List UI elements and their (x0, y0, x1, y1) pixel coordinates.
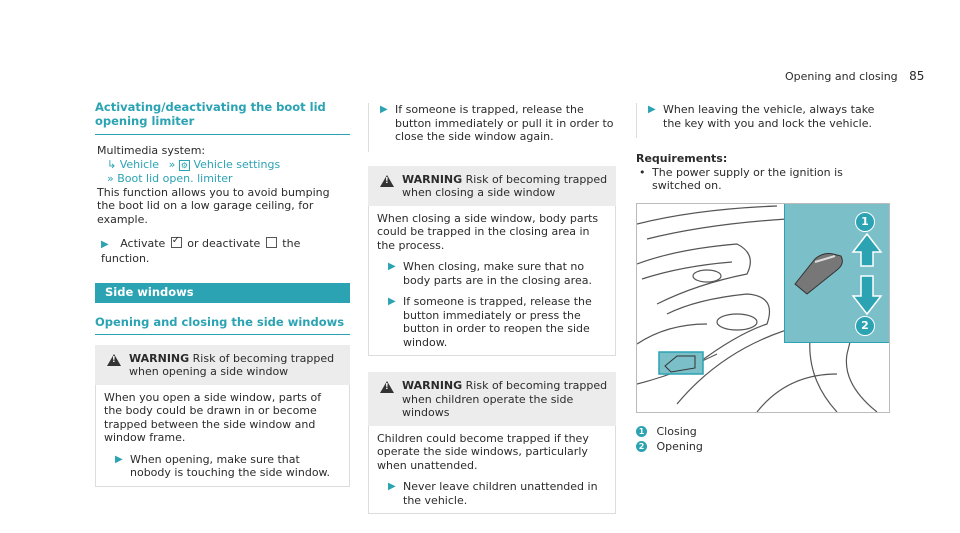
step-arrow-icon: ▶ (101, 239, 109, 250)
callout-2-icon: 2 (855, 316, 875, 336)
legend-item (636, 440, 891, 454)
legend-number-icon: 2 (636, 441, 647, 452)
warning-box-1 (95, 345, 350, 487)
warning-body (95, 385, 350, 486)
section-bar-side-windows: Side windows (95, 283, 350, 303)
double-chevron-icon: » (107, 172, 114, 185)
section-heading: Activating/deactivating the boot lid opening limiter (95, 100, 326, 128)
step-or-text: or deactivate (187, 237, 261, 250)
step-end-text: the function. (101, 237, 301, 265)
menu-intro: Multimedia system: (97, 144, 206, 157)
legend-label: Opening (656, 440, 703, 453)
menu-path-2 (97, 172, 350, 186)
switch-detail-inset (784, 204, 889, 343)
step-arrow-icon: ▶ (115, 453, 123, 465)
bullet-icon: • (639, 165, 646, 179)
step-arrow-icon: ▶ (648, 104, 656, 115)
warning-box-2 (368, 166, 616, 357)
step-text: When leaving the vehicle, always take the key with you and lock the vehicle. (663, 103, 875, 130)
column-1 (95, 100, 350, 487)
step-activate-text: Activate (120, 237, 166, 250)
requirements-title: Requirements: (636, 152, 728, 165)
step-arrow-icon: ▶ (388, 261, 396, 272)
divider (95, 134, 350, 135)
menu-path-limiter: Boot lid open. limiter (117, 172, 233, 185)
callout-1-icon: 1 (855, 212, 875, 232)
menu-path-vehicle: Vehicle (119, 157, 160, 171)
double-chevron-icon: » (168, 157, 176, 171)
warning-triangle-icon (107, 354, 121, 366)
step-text: When closing, make sure that no body parts are in the closing area. (403, 260, 592, 287)
warning-step (104, 453, 341, 480)
step-text: If someone is trapped, release the button immediately or pull it in order to close the side window again. (395, 103, 614, 143)
step-text: When opening, make sure that nobody is touching the side window. (130, 452, 331, 479)
function-description: This function allows you to avoid bumping the boot lid on a low garage ceiling, for example. (97, 185, 330, 226)
activate-step (97, 237, 350, 265)
warning-title: WARNING (402, 379, 463, 392)
requirement-item (636, 166, 891, 193)
window-switch-illustration (636, 203, 890, 413)
menu-path-settings: Vehicle settings (193, 157, 281, 171)
step-text: If someone is trapped, release the button immediately or press the button in order to reopen the side window. (403, 295, 592, 349)
warning-header (368, 372, 616, 426)
warning-headline: Risk of becoming trapped when children operate the side windows (402, 379, 608, 419)
warning-title: WARNING (129, 351, 190, 365)
warning-text: Children could become trapped if they operate the side windows, particularly when unattended. (377, 431, 589, 472)
warning-text: When closing a side window, body parts could be trapped in the closing area in the process. (377, 211, 599, 252)
page-number: 85 (909, 69, 925, 83)
page-header (785, 70, 935, 84)
step-trapped-close (368, 103, 616, 152)
legend-item (636, 425, 891, 439)
warning-header (95, 345, 350, 385)
step-arrow-icon: ▶ (388, 481, 396, 492)
car-settings-icon: ⚙ (180, 160, 188, 170)
legend-number-icon: 1 (636, 426, 647, 437)
header-title: Opening and closing (785, 70, 898, 83)
checkbox-checked-icon (171, 237, 182, 248)
warning-body (368, 206, 616, 356)
step-arrow-icon: ▶ (380, 104, 388, 115)
checkbox-empty-icon (266, 237, 277, 248)
warning-header (368, 166, 616, 206)
subheading: Opening and closing the side windows (95, 314, 345, 329)
warning-step (377, 260, 607, 287)
warning-triangle-icon (380, 381, 394, 393)
divider (95, 334, 350, 335)
warning-step (377, 295, 607, 349)
legend (636, 425, 891, 454)
step-text: Never leave children unattended in the vehicle. (403, 480, 598, 507)
warning-headline: Risk of becoming trapped when opening a side window (129, 351, 335, 378)
column-3 (636, 100, 891, 454)
legend-label: Closing (656, 424, 697, 438)
return-arrow-icon: ↳ (107, 157, 117, 171)
requirement-text: The power supply or the ignition is switched on. (652, 165, 843, 192)
warning-triangle-icon (380, 175, 394, 187)
warning-title: WARNING (402, 172, 463, 186)
warning-step (377, 480, 607, 507)
menu-path-1 (97, 158, 350, 173)
warning-box-3 (368, 372, 616, 514)
warning-body (368, 426, 616, 514)
column-2 (368, 100, 616, 514)
step-take-key (636, 103, 891, 138)
warning-headline: Risk of becoming trapped when closing a side window (402, 172, 608, 199)
step-arrow-icon: ▶ (388, 296, 396, 307)
warning-text: When you open a side window, parts of the body could be drawn in or become trapped between the side window and window frame. (104, 390, 322, 444)
